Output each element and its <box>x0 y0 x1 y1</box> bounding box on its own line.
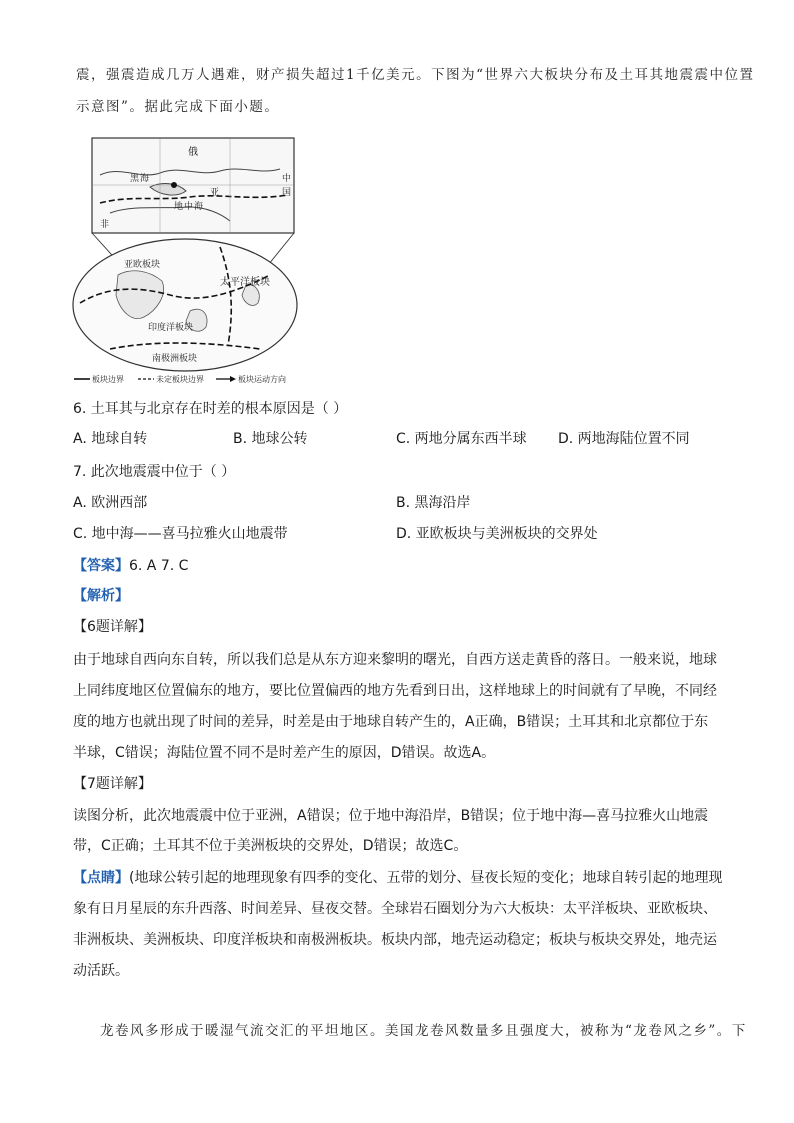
inset-label: 亚 <box>210 188 220 198</box>
tip-first: (地球公转引起的地理现象有四季的变化、五带的划分、昼夜长短的变化；地球自转引起的地理现 <box>129 870 723 886</box>
d6-line-1: 由于地球自西向东自转，所以我们总是从东方迎来黎明的曙光，自西方送走黄昏的落日。一般来说，地球 <box>73 652 717 668</box>
globe-outline <box>73 239 297 371</box>
globe-label-pacific: 太平洋板块 <box>220 277 270 288</box>
tip-line-4: 动活跃。 <box>73 963 129 979</box>
inset-label: 海 <box>194 202 204 212</box>
q7-option-b: B. 黑海沿岸 <box>396 495 471 511</box>
inset-label: 中 <box>282 174 292 184</box>
inset-label: 国 <box>282 188 292 198</box>
d7-line-2: 带，C正确；土耳其不位于美洲板块的交界处，D错误；故选C。 <box>73 838 468 854</box>
answer-text: 6. A 7. C <box>129 558 189 574</box>
inset-label: 俄 <box>188 147 198 158</box>
globe-label-indian: 印度洋板块 <box>148 323 194 333</box>
q7-option-a: A. 欧洲西部 <box>73 495 148 511</box>
tip-tag: 【点睛】 <box>73 870 129 886</box>
q6-option-b: B. 地球公转 <box>233 431 308 447</box>
inset-label: 海 <box>140 174 150 184</box>
legend-undetermined: 未定板块边界 <box>156 375 204 384</box>
answer-line <box>73 556 188 576</box>
intro-line-1: 震，强震造成几万人遇难，财产损失超过1千亿美元。下图为“世界六大板块分布及土耳其地震震中位置 <box>76 67 755 83</box>
tip-line-2: 象有日月星辰的东升西落、时间差异、昼夜交替。全球岩石圈划分为六大板块：太平洋板块、亚欧板块、 <box>73 901 717 917</box>
q6-stem: 6. 土耳其与北京存在时差的根本原因是（ ） <box>73 401 348 417</box>
analysis-tag: 【解析】 <box>73 588 129 604</box>
q6-option-d: D. 两地海陆位置不同 <box>558 431 690 447</box>
globe-label-eurasian: 亚欧板块 <box>124 260 161 270</box>
d6-line-3: 度的地方也就出现了时间的差异，时差是由于地球自转产生的，A正确，B错误；土耳其和北京都位于东 <box>73 714 709 730</box>
legend-boundary: 板块边界 <box>92 375 124 384</box>
intro-line-2: 示意图”。据此完成下面小题。 <box>76 99 280 115</box>
next-passage-line-1: 龙卷风多形成于暖湿气流交汇的平坦地区。美国龙卷风数量多且强度大，被称为“龙卷风之乡”。下 <box>100 1023 747 1039</box>
plate-map-figure <box>70 135 300 385</box>
q7-option-d: D. 亚欧板块与美洲板块的交界处 <box>396 526 598 542</box>
d7-line-1: 读图分析，此次地震震中位于亚洲，A错误；位于地中海沿岸，B错误；位于地中海—喜马拉雅火山地震 <box>73 808 709 824</box>
legend-motion-arrowhead <box>230 376 236 382</box>
q6-option-a: A. 地球自转 <box>73 431 148 447</box>
d7-title: 【7题详解】 <box>73 776 152 792</box>
d6-line-4: 半球，C错误；海陆位置不同不是时差产生的原因，D错误。故选A。 <box>73 745 496 761</box>
epicenter-marker <box>171 182 177 188</box>
legend-motion: 板块运动方向 <box>238 375 286 384</box>
d6-title: 【6题详解】 <box>73 619 152 635</box>
d6-line-2: 上同纬度地区位置偏东的地方，要比位置偏西的地方先看到日出，这样地球上的时间就有了早晚，不同经 <box>73 683 717 699</box>
tip-line-1 <box>73 868 722 888</box>
answer-tag: 【答案】 <box>73 558 129 574</box>
tip-line-3: 非洲板块、美洲板块、印度洋板块和南极洲板块。板块内部，地壳运动稳定；板块与板块交界处，地壳运 <box>73 932 717 948</box>
inset-label: 黑 <box>130 174 140 184</box>
inset-label: 非 <box>100 220 110 230</box>
q7-option-c: C. 地中海——喜马拉雅火山地震带 <box>73 526 288 542</box>
inset-label: 中 <box>184 202 194 212</box>
inset-label: 地 <box>174 202 184 212</box>
plate-map-svg <box>70 135 300 385</box>
q6-option-c: C. 两地分属东西半球 <box>396 431 527 447</box>
q7-stem: 7. 此次地震震中位于（ ） <box>73 464 236 480</box>
globe-label-antarctic: 南极洲板块 <box>152 354 198 364</box>
